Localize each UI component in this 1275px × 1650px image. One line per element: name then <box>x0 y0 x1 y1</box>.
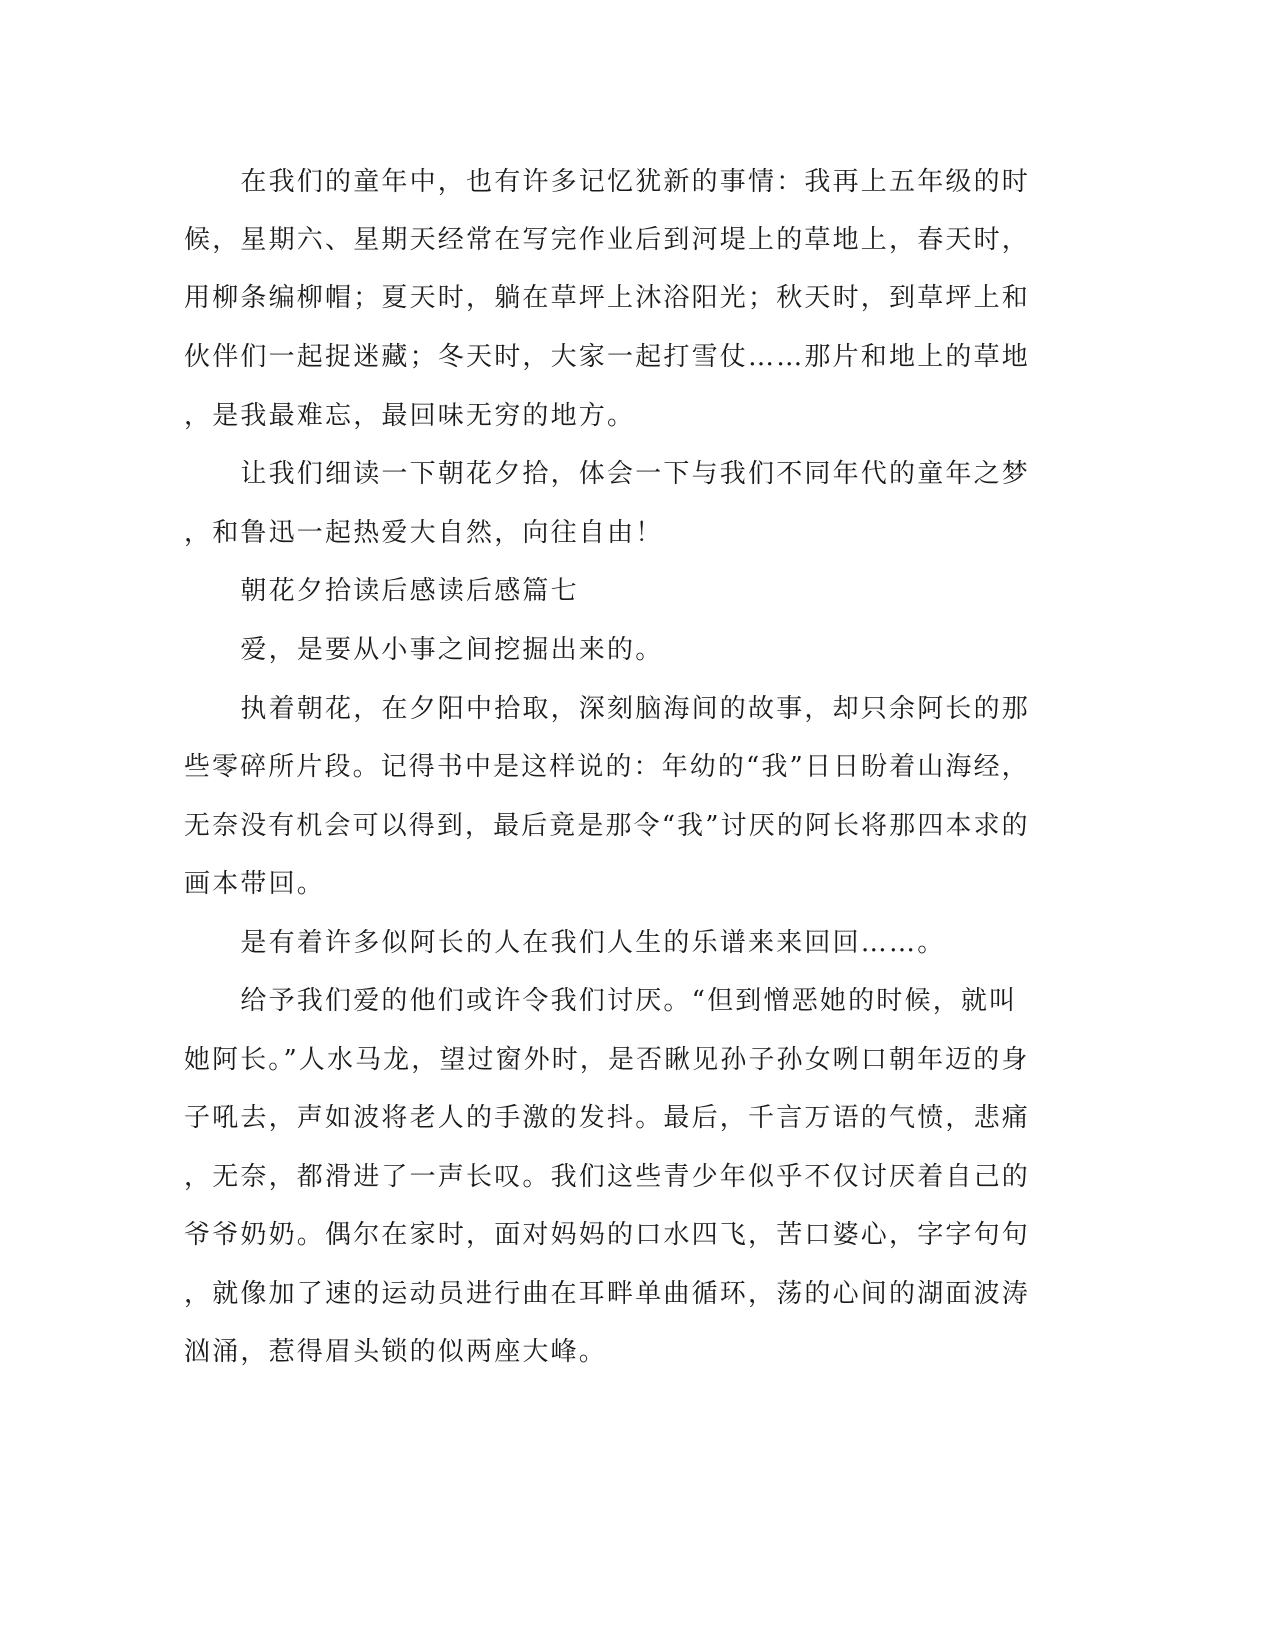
text-line: 她阿长。”人水马龙，望过窗外时，是否瞅见孙子孙女咧口朝年迈的身 <box>184 1045 1030 1075</box>
text-line: 伙伴们一起捉迷藏；冬天时，大家一起打雪仗……那片和地上的草地 <box>184 342 1031 372</box>
text-line: ，是我最难忘，最回味无穷的地方。 <box>184 401 636 431</box>
text-line: 些零碎所片段。记得书中是这样说的：年幼的“我”日日盼着山海经， <box>184 752 1030 782</box>
text-line: 画本带回。 <box>184 869 326 899</box>
section-heading: 朝花夕拾读后感读后感篇七 <box>184 576 579 606</box>
text-line: 汹涌，惹得眉头锁的似两座大峰。 <box>184 1337 608 1367</box>
text-line: 在我们的童年中，也有许多记忆犹新的事情：我再上五年级的时 <box>184 167 1031 197</box>
text-line: 爷爷奶奶。偶尔在家时，面对妈妈的口水四飞，苦口婆心，字字句句 <box>184 1220 1031 1250</box>
text-line: 让我们细读一下朝花夕拾，体会一下与我们不同年代的童年之梦 <box>184 459 1031 489</box>
text-line: 执着朝花，在夕阳中拾取，深刻脑海间的故事，却只余阿长的那 <box>184 694 1031 724</box>
text-line: 是有着许多似阿长的人在我们人生的乐谱来来回回……。 <box>184 928 946 958</box>
text-line: 爱，是要从小事之间挖掘出来的。 <box>184 635 664 665</box>
text-line: ，和鲁迅一起热爱大自然，向往自由！ <box>184 518 664 548</box>
text-line: 无奈没有机会可以得到，最后竟是那令“我”讨厌的阿长将那四本求的 <box>184 811 1030 841</box>
text-line: 子吼去，声如波将老人的手激的发抖。最后，千言万语的气愤，悲痛 <box>184 1103 1031 1133</box>
text-line: ，就像加了速的运动员进行曲在耳畔单曲循环，荡的心间的湖面波涛 <box>184 1279 1031 1309</box>
text-line: 候，星期六、星期天经常在写完作业后到河堤上的草地上，春天时， <box>184 225 1031 255</box>
text-line: 用柳条编柳帽；夏天时，躺在草坪上沐浴阳光；秋天时，到草坪上和 <box>184 283 1031 313</box>
text-line: 给予我们爱的他们或许令我们讨厌。“但到憎恶她的时候，就叫 <box>184 986 1018 1016</box>
text-line: ，无奈，都滑进了一声长叹。我们这些青少年似乎不仅讨厌着自己的 <box>184 1162 1031 1192</box>
